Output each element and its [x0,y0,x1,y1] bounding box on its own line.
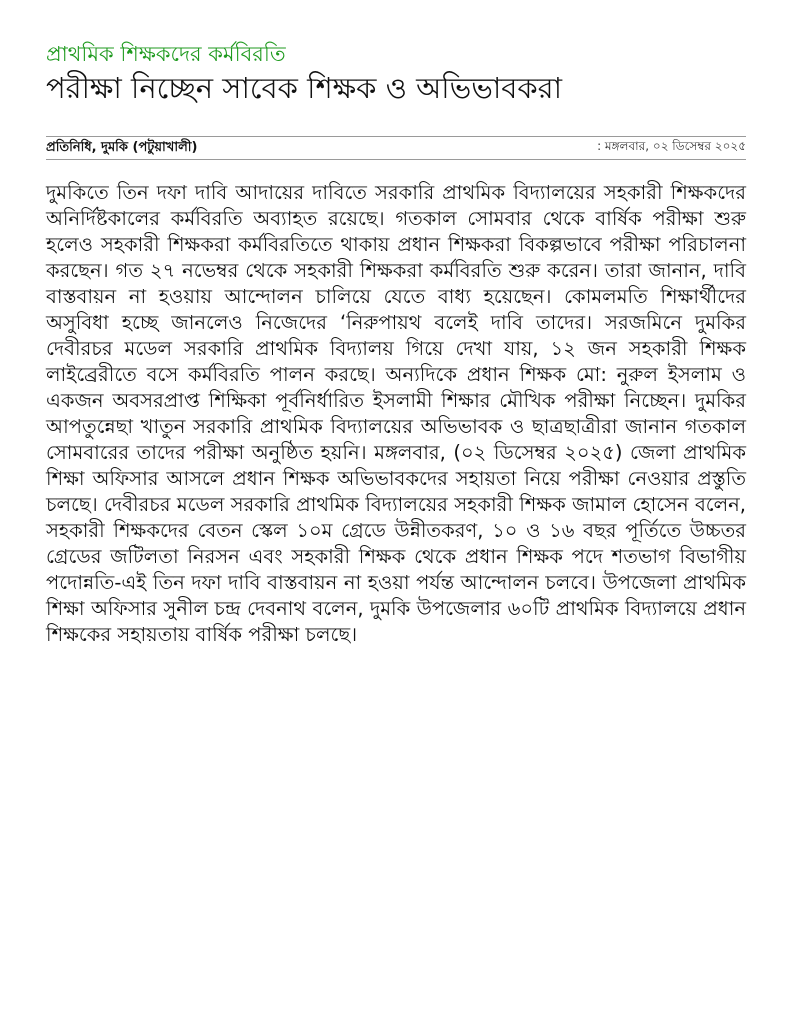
news-article [46,40,746,646]
article-kicker: প্রাথমিক শিক্ষকদের কর্মবিরতি [46,42,286,66]
article-date: : মঙ্গলবার, ০২ ডিসেম্বর ২০২৫ [597,139,746,153]
article-body: দুমকিতে তিন দফা দাবি আদায়ের দাবিতে সরকারি প্রাথমিক বিদ্যালয়ের সহকারী শিক্ষকদের অনির্দিষ্টকালের কর্মবিরতি অব্যাহত রয়েছে। গতকাল সোমবার থেকে বার্ষিক পরীক্ষা শুরু হলেও সহকারী শিক্ষকরা কর্মবিরতিতে থাকায় প্রধান শিক্ষকরা বিকল্পভাবে পরীক্ষা পরিচালনা করছেন। গত ২৭ নভেম্বর থেকে সহকারী শিক্ষকরা কর্মবিরতি শুরু করেন। তারা জানান, দাবি বাস্তবায়ন না হওয়ায় আন্দোলন চালিয়ে যেতে বাধ্য হয়েছেন। কোমলমতি শিক্ষার্থীদের অসুবিধা হচ্ছে জানলেও নিজেদের ‘নিরুপায়থ বলেই দাবি তাদের। সরজমিনে দুমকির দেবীরচর মডেল সরকারি প্রাথমিক বিদ্যালয় গিয়ে দেখা যায়, ১২ জন সহকারী শিক্ষক লাইব্রেরীতে বসে কর্মবিরতি পালন করছে। অন্যদিকে প্রধান শিক্ষক মো: নুরুল ইসলাম ও একজন অবসরপ্রাপ্ত শিক্ষিকা পূর্বনির্ধারিত ইসলামী শিক্ষার মৌখিক পরীক্ষা নিচ্ছেন। দুমকির আপতুন্নেছা খাতুন সরকারি প্রাথমিক বিদ্যালয়ের অভিভাবক ও ছাত্রছাত্রীরা জানান গতকাল সোমবারের তাদের পরীক্ষা অনুষ্ঠিত হয়নি। মঙ্গলবার, (০২ ডিসেম্বর ২০২৫) জেলা প্রাথমিক শিক্ষা অফিসার আসলে প্রধান শিক্ষক অভিভাবকদের সহায়তা নিয়ে পরীক্ষা নেওয়ার প্রস্তুতি চলছে। দেবীরচর মডেল সরকারি প্রাথমিক বিদ্যালয়ের সহকারী শিক্ষক জামাল হোসেন বলেন, সহকারী শিক্ষকদের বেতন স্কেল ১০ম গ্রেডে উন্নীতকরণ, ১০ ও ১৬ বছর পূর্তিতে উচ্চতর গ্রেডের জটিলতা নিরসন এবং সহকারী শিক্ষক থেকে প্রধান শিক্ষক পদে শতভাগ বিভাগীয় পদোন্নতি-এই তিন দফা দাবি বাস্তবায়ন না হওয়া পর্যন্ত আন্দোলন চলবে। উপজেলা প্রাথমিক শিক্ষা অফিসার সুনীল চন্দ্র দেবনাথ বলেন, দুমকি উপজেলার ৬০টি প্রাথমিক বিদ্যালয়ে প্রধান শিক্ষকের সহায়তায় বার্ষিক পরীক্ষা চলছে। [46,181,746,646]
article-byline: প্রতিনিধি, দুমকি (পটুয়াখালী) [46,139,198,155]
article-meta-bar [46,136,746,160]
article-headline: পরীক্ষা নিচ্ছেন সাবেক শিক্ষক ও অভিভাবকরা [46,71,563,105]
